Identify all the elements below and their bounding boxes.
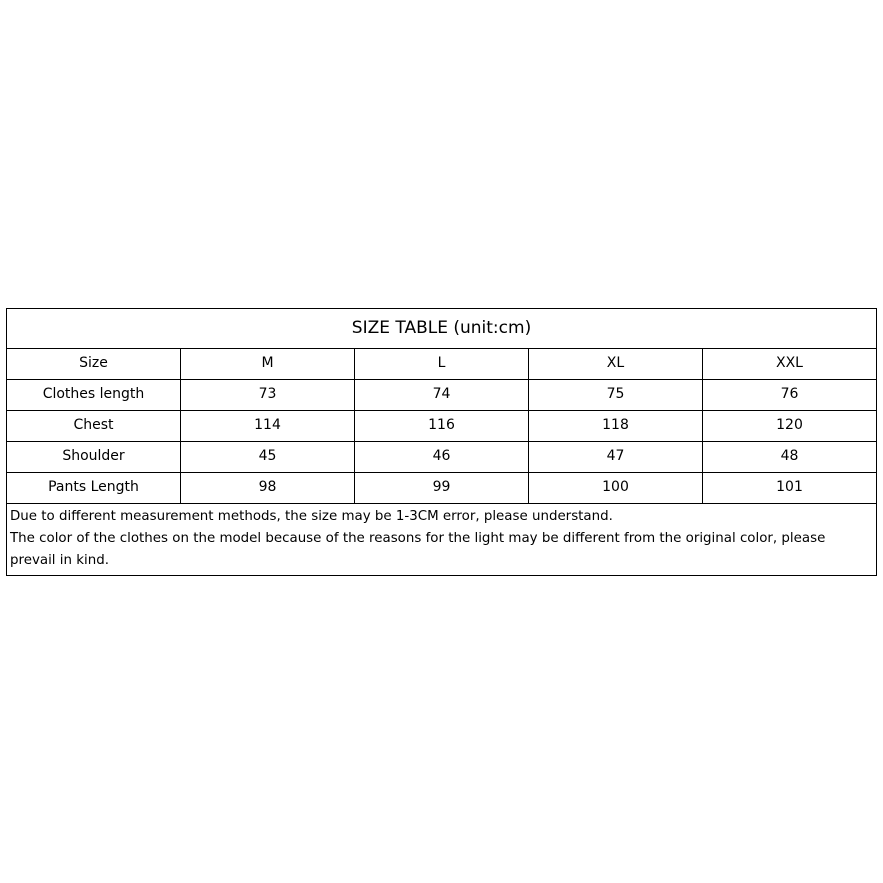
- table-title: SIZE TABLE (unit:cm): [7, 309, 877, 349]
- table-cell: 118: [529, 411, 703, 442]
- table-cell: 76: [703, 380, 877, 411]
- size-table: [6, 308, 877, 576]
- title-row: [7, 309, 877, 349]
- table-cell: 75: [529, 380, 703, 411]
- note-measurement: Due to different measurement methods, the size may be 1-3CM error, please understand.: [10, 509, 613, 524]
- table-cell: 116: [355, 411, 529, 442]
- table-cell: 99: [355, 473, 529, 504]
- row-label: Clothes length: [7, 380, 181, 411]
- notes-cell: [7, 504, 877, 576]
- table-row: [7, 442, 877, 473]
- header-cell-m: M: [181, 349, 355, 380]
- row-label: Shoulder: [7, 442, 181, 473]
- table-cell: 45: [181, 442, 355, 473]
- table-cell: 46: [355, 442, 529, 473]
- table-cell: 98: [181, 473, 355, 504]
- row-label: Pants Length: [7, 473, 181, 504]
- header-row: [7, 349, 877, 380]
- table-cell: 47: [529, 442, 703, 473]
- table-cell: 100: [529, 473, 703, 504]
- table-row: [7, 380, 877, 411]
- note-color: The color of the clothes on the model because of the reasons for the light may be different from the original color, please prevail in kind.: [10, 531, 826, 568]
- table-cell: 73: [181, 380, 355, 411]
- table-cell: 48: [703, 442, 877, 473]
- table-cell: 101: [703, 473, 877, 504]
- header-cell-l: L: [355, 349, 529, 380]
- table-row: [7, 411, 877, 442]
- header-cell-xl: XL: [529, 349, 703, 380]
- table-cell: 74: [355, 380, 529, 411]
- notes-row: [7, 504, 877, 576]
- table-cell: 114: [181, 411, 355, 442]
- table-row: [7, 473, 877, 504]
- header-cell-size: Size: [7, 349, 181, 380]
- header-cell-xxl: XXL: [703, 349, 877, 380]
- row-label: Chest: [7, 411, 181, 442]
- table-cell: 120: [703, 411, 877, 442]
